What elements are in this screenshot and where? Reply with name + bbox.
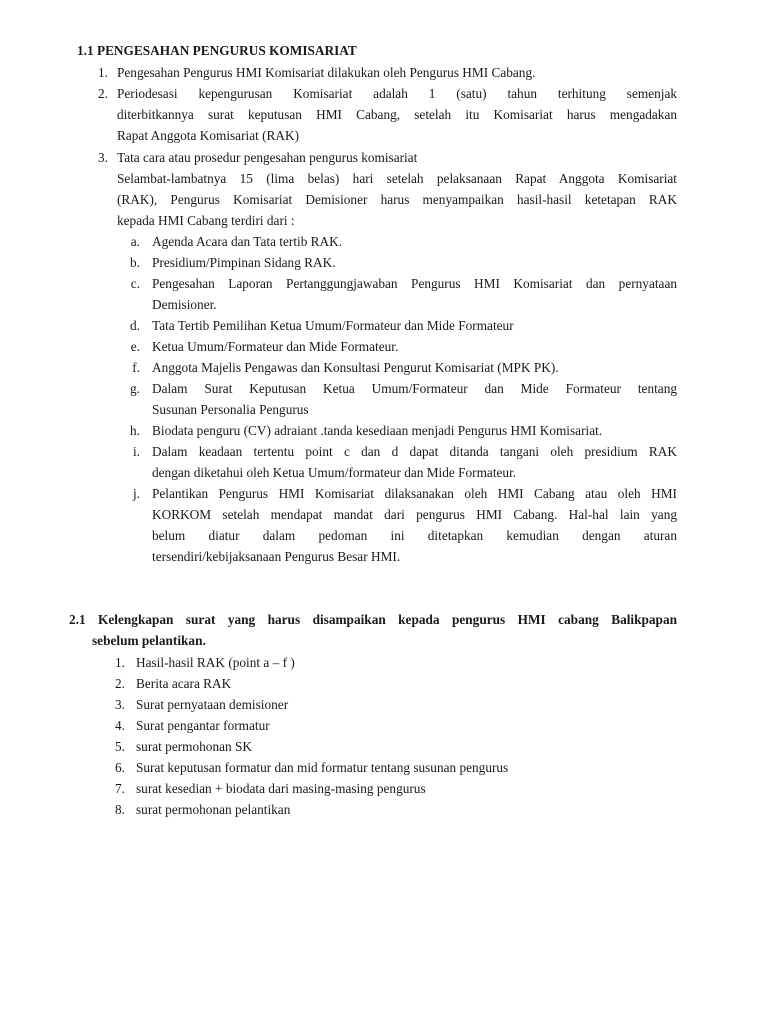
subitem-letter: f. xyxy=(132,360,140,375)
section2-heading: 2.1 Kelengkapan surat yang harus disampaikan kepada pengurus HMI cabang Balikpapan xyxy=(69,612,677,627)
item-number: 4. xyxy=(115,718,125,733)
item-number: 8. xyxy=(115,802,125,817)
item-number: 3. xyxy=(98,150,108,165)
item-number: 5. xyxy=(115,739,125,754)
subitem-text: Tata Tertib Pemilihan Ketua Umum/Formateur dan Mide Formateur xyxy=(152,318,514,333)
subitem-text: Demisioner. xyxy=(152,297,217,312)
item-text: Surat keputusan formatur dan mid formatur tentang susunan pengurus xyxy=(136,760,509,775)
item-text: diterbitkannya surat keputusan HMI Cabang, setelah itu Komisariat harus mengadakan xyxy=(117,107,677,122)
subitem-text: tersendiri/kebijaksanaan Pengurus Besar HMI. xyxy=(152,549,401,564)
item-number: 1. xyxy=(115,655,125,670)
subitem-letter: b. xyxy=(130,255,140,270)
section2-heading-continued: sebelum pelantikan. xyxy=(92,633,206,648)
subitem-text: KORKOM setelah mendapat mandat dari pengurus HMI Cabang. Hal-hal lain yang xyxy=(152,507,677,522)
subitem-text: Presidium/Pimpinan Sidang RAK. xyxy=(152,255,336,270)
subitem-text: Pelantikan Pengurus HMI Komisariat dilaksanakan oleh HMI Cabang atau oleh HMI xyxy=(152,486,677,501)
item-text: Tata cara atau prosedur pengesahan pengurus komisariat xyxy=(117,150,418,165)
item-text: Rapat Anggota Komisariat (RAK) xyxy=(117,128,300,143)
item-number: 2. xyxy=(98,86,108,101)
item-number: 3. xyxy=(115,697,125,712)
item-text: Hasil-hasil RAK (point a – f ) xyxy=(136,655,295,670)
item-number: 6. xyxy=(115,760,125,775)
subitem-letter: j. xyxy=(132,486,140,501)
subitem-text: Dalam keadaan tertentu point c dan d dapat ditanda tangani oleh presidium RAK xyxy=(152,444,677,459)
subitem-text: belum diatur dalam pedoman ini ditetapkan kemudian dengan aturan xyxy=(152,528,677,543)
subitem-text: Biodata penguru (CV) adraiant .tanda kesediaan menjadi Pengurus HMI Komisariat. xyxy=(152,423,603,438)
subitem-text: Pengesahan Laporan Pertanggungjawaban Pengurus HMI Komisariat dan pernyataan xyxy=(152,276,677,291)
item-number: 7. xyxy=(115,781,125,796)
subitem-text: dengan diketahui oleh Ketua Umum/formateur dan Mide Formateur. xyxy=(152,465,517,480)
section1-heading: 1.1 PENGESAHAN PENGURUS KOMISARIAT xyxy=(77,43,357,58)
item-text: surat permohonan pelantikan xyxy=(136,802,291,817)
subitem-letter: g. xyxy=(130,381,140,396)
item-text: surat kesedian + biodata dari masing-masing pengurus xyxy=(136,781,426,796)
item-text: Periodesasi kepengurusan Komisariat adalah 1 (satu) tahun terhitung semenjak xyxy=(117,86,677,101)
item-number: 1. xyxy=(98,65,108,80)
subitem-text: Agenda Acara dan Tata tertib RAK. xyxy=(152,234,343,249)
subitem-letter: c. xyxy=(130,276,140,291)
item-text: Surat pengantar formatur xyxy=(136,718,270,733)
subitem-text: Dalam Surat Keputusan Ketua Umum/Formateur dan Mide Formateur tentang xyxy=(152,381,677,396)
item-text: Surat pernyataan demisioner xyxy=(136,697,289,712)
subitem-letter: i. xyxy=(132,444,140,459)
item-text: Pengesahan Pengurus HMI Komisariat dilakukan oleh Pengurus HMI Cabang. xyxy=(117,65,536,80)
subitem-letter: a. xyxy=(130,234,140,249)
subitem-text: Anggota Majelis Pengawas dan Konsultasi Pengurut Komisariat (MPK PK). xyxy=(152,360,559,375)
item-text: (RAK), Pengurus Komisariat Demisioner harus menyampaikan hasil-hasil ketetapan RAK xyxy=(117,192,677,207)
subitem-letter: h. xyxy=(130,423,140,438)
item-text: Berita acara RAK xyxy=(136,676,232,691)
item-text: Selambat-lambatnya 15 (lima belas) hari setelah pelaksanaan Rapat Anggota Komisariat xyxy=(117,171,677,186)
item-text: surat permohonan SK xyxy=(136,739,252,754)
subitem-text: Ketua Umum/Formateur dan Mide Formateur. xyxy=(152,339,399,354)
item-number: 2. xyxy=(115,676,125,691)
subitem-letter: d. xyxy=(130,318,140,333)
subitem-text: Susunan Personalia Pengurus xyxy=(152,402,309,417)
item-text: kepada HMI Cabang terdiri dari : xyxy=(117,213,295,228)
subitem-letter: e. xyxy=(130,339,140,354)
